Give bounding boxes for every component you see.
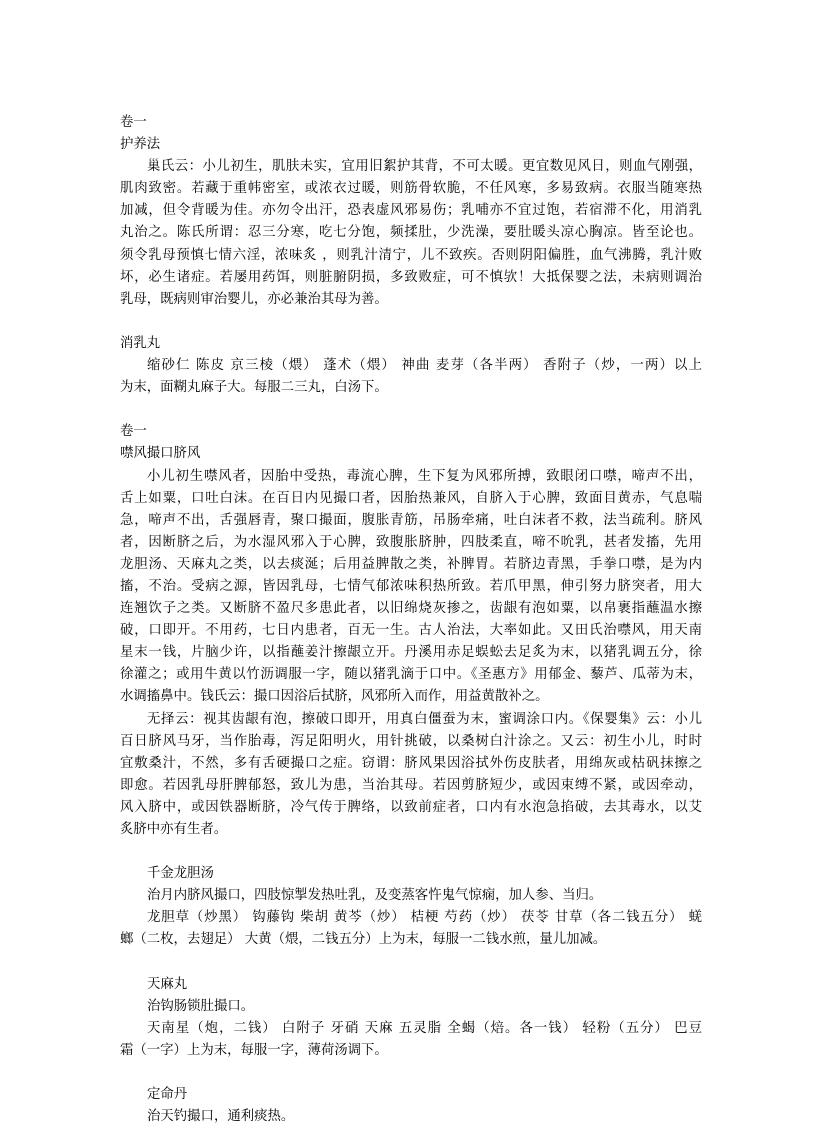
body-line: 破，口即开。不用药，七日内患者，百无一生。古人治法，大率如此。又田氏治噤风，用天南 — [120, 623, 702, 639]
body-line: 者，因断脐之后，为水湿风邪入于心脾，致腹胀脐肿，四肢柔直，啼不吮乳，甚者发搐，先用 — [120, 534, 702, 550]
section-title: 噤风撮口脐风 — [120, 446, 201, 462]
body-line: 巢氏云：小儿初生，肌肤未实，宜用旧絮护其背，不可太暖。更宜数见风日，则血气刚强， — [147, 159, 702, 175]
body-line: 无择云：视其齿龈有泡，擦破口即开，用真白僵蚕为末，蜜调涂口内。《保婴集》云：小儿 — [147, 711, 702, 727]
body-line: 即愈。若因乳母肝脾郁怒，致儿为患，当治其母。若因剪脐短少，或因束缚不紧，或因牵动， — [120, 777, 702, 793]
body-line: 肌肉致密。若藏于重帏密室，或浓衣过暖，则筋骨软脆，不任风寒，多易致病。衣服当随寒热 — [120, 181, 702, 197]
body-line: 须令乳母预慎七情六淫，浓味炙 ，则乳汁清宁，儿不致疾。否则阴阳偏胜，血气沸腾，乳汁败 — [120, 247, 702, 263]
body-line: 丸治之。陈氏所谓：忍三分寒，吃七分饱，频揉肚，少洗澡，要肚暖头凉心胸凉。皆至论也。 — [120, 225, 702, 241]
section-title: 千金龙胆汤 — [147, 866, 214, 882]
volume-heading: 卷一 — [120, 424, 147, 440]
section-gap — [120, 841, 702, 863]
body-line: 天南星（炮，二钱） 白附子 牙硝 天麻 五灵脂 全蝎（焙。各一钱） 轻粉（五分） 巴豆 — [147, 1020, 702, 1036]
body-line: 风入脐中，或因铁器断脐，冷气传于脾络，以致前症者，口内有水泡急掐破，去其毒水，以艾 — [120, 799, 702, 815]
body-line: 加减，但令背暖为佳。亦勿令出汗，恐表虚风邪易伤；乳哺亦不宜过饱，若宿滞不化，用消乳 — [120, 203, 702, 219]
body-line: 霜（一字）上为末，每服一字，薄荷汤调下。 — [120, 1042, 388, 1058]
section-gap — [120, 952, 702, 974]
body-line: 为末，面糊丸麻子大。每服二三丸，白汤下。 — [120, 380, 388, 396]
volume-heading: 卷一 — [120, 115, 147, 130]
body-line: 坏，必生诸症。若屡用药饵，则脏腑阴损，多致败症，可不慎欤！大抵保婴之法，未病则调治 — [120, 269, 702, 285]
body-line: 龙胆草（炒黑） 钩藤钩 柴胡 黄芩（炒） 桔梗 芍药（炒） 茯苓 甘草（各二钱五分） 蜣 — [147, 910, 702, 926]
section-title: 定命丹 — [147, 1087, 188, 1103]
body-line: 治月内脐风撮口，四肢惊掣发热吐乳，及变蒸客忤鬼气惊痫，加人参、当归。 — [147, 888, 603, 904]
body-line: 水调搐鼻中。钱氏云：撮口因浴后拭脐，风邪所入而作，用益黄散补之。 — [120, 689, 549, 705]
body-line: 百日脐风马牙，当作胎毒，泻足阳明火，用针挑破，以桑树白汁涂之。又云：初生小儿，时时 — [120, 733, 702, 749]
document-body — [120, 112, 702, 1128]
body-line: 治钩肠锁肚撮口。 — [147, 998, 255, 1014]
body-line: 搐，不治。受病之源，皆因乳母，七情气郁浓味积热所致。若爪甲黑，伸引努力脐突者，用大 — [120, 578, 702, 594]
body-line: 急，啼声不出，舌强唇青，聚口撮面，腹胀青筋，吊肠牵痛，吐白沫者不救，法当疏利。脐风 — [120, 512, 702, 528]
section-title: 护养法 — [120, 137, 161, 153]
section-gap — [120, 311, 702, 333]
body-line: 乳母，既病则审治婴儿，亦必兼治其母为善。 — [120, 291, 388, 307]
section-gap — [120, 1062, 702, 1084]
body-line: 龙胆汤、天麻丸之类，以去痰涎；后用益脾散之类，补脾胃。若脐边青黑，手拳口噤，是为内 — [120, 556, 702, 572]
body-line: 炙脐中亦有生者。 — [120, 822, 228, 837]
body-line: 舌上如粟，口吐白沫。在百日内见撮口者，因胎热兼风，自脐入于心脾，致面目黄赤，气息喘 — [120, 490, 702, 506]
section-gap — [120, 399, 702, 421]
body-line: 缩砂仁 陈皮 京三棱（煨） 蓬术（煨） 神曲 麦芽（各半两） 香附子（炒，一两）以上 — [147, 358, 702, 374]
body-line: 连翘饮子之类。又断脐不盈尺多患此者，以旧绵烧灰掺之，齿龈有泡如粟，以帛裹指蘸温水擦 — [120, 601, 702, 617]
body-line: 星末一钱，片脑少许，以指蘸姜汁擦龈立开。丹溪用赤足蜈蚣去足炙为末，以猪乳调五分，徐 — [120, 645, 702, 661]
body-line: 治天钓撮口，通利痰热。 — [147, 1109, 295, 1125]
section-title: 消乳丸 — [120, 335, 161, 351]
body-line: 徐灌之；或用牛黄以竹沥调服一字，随以猪乳滴于口中。《圣惠方》用郁金、藜芦、瓜蒂为末， — [120, 667, 702, 683]
section-title: 天麻丸 — [147, 976, 188, 992]
body-line: 小儿初生噤风者，因胎中受热，毒流心脾，生下复为风邪所搏，致眼闭口噤，啼声不出， — [147, 468, 702, 484]
body-line: 宜敷桑汁，不然，多有舌硬撮口之症。窃谓：脐风果因浴拭外伤皮肤者，用绵灰或枯矾抹擦之 — [120, 755, 702, 771]
body-line: 螂（二枚，去翅足） 大黄（煨，二钱五分）上为末，每服一二钱水煎，量儿加减。 — [120, 932, 607, 948]
